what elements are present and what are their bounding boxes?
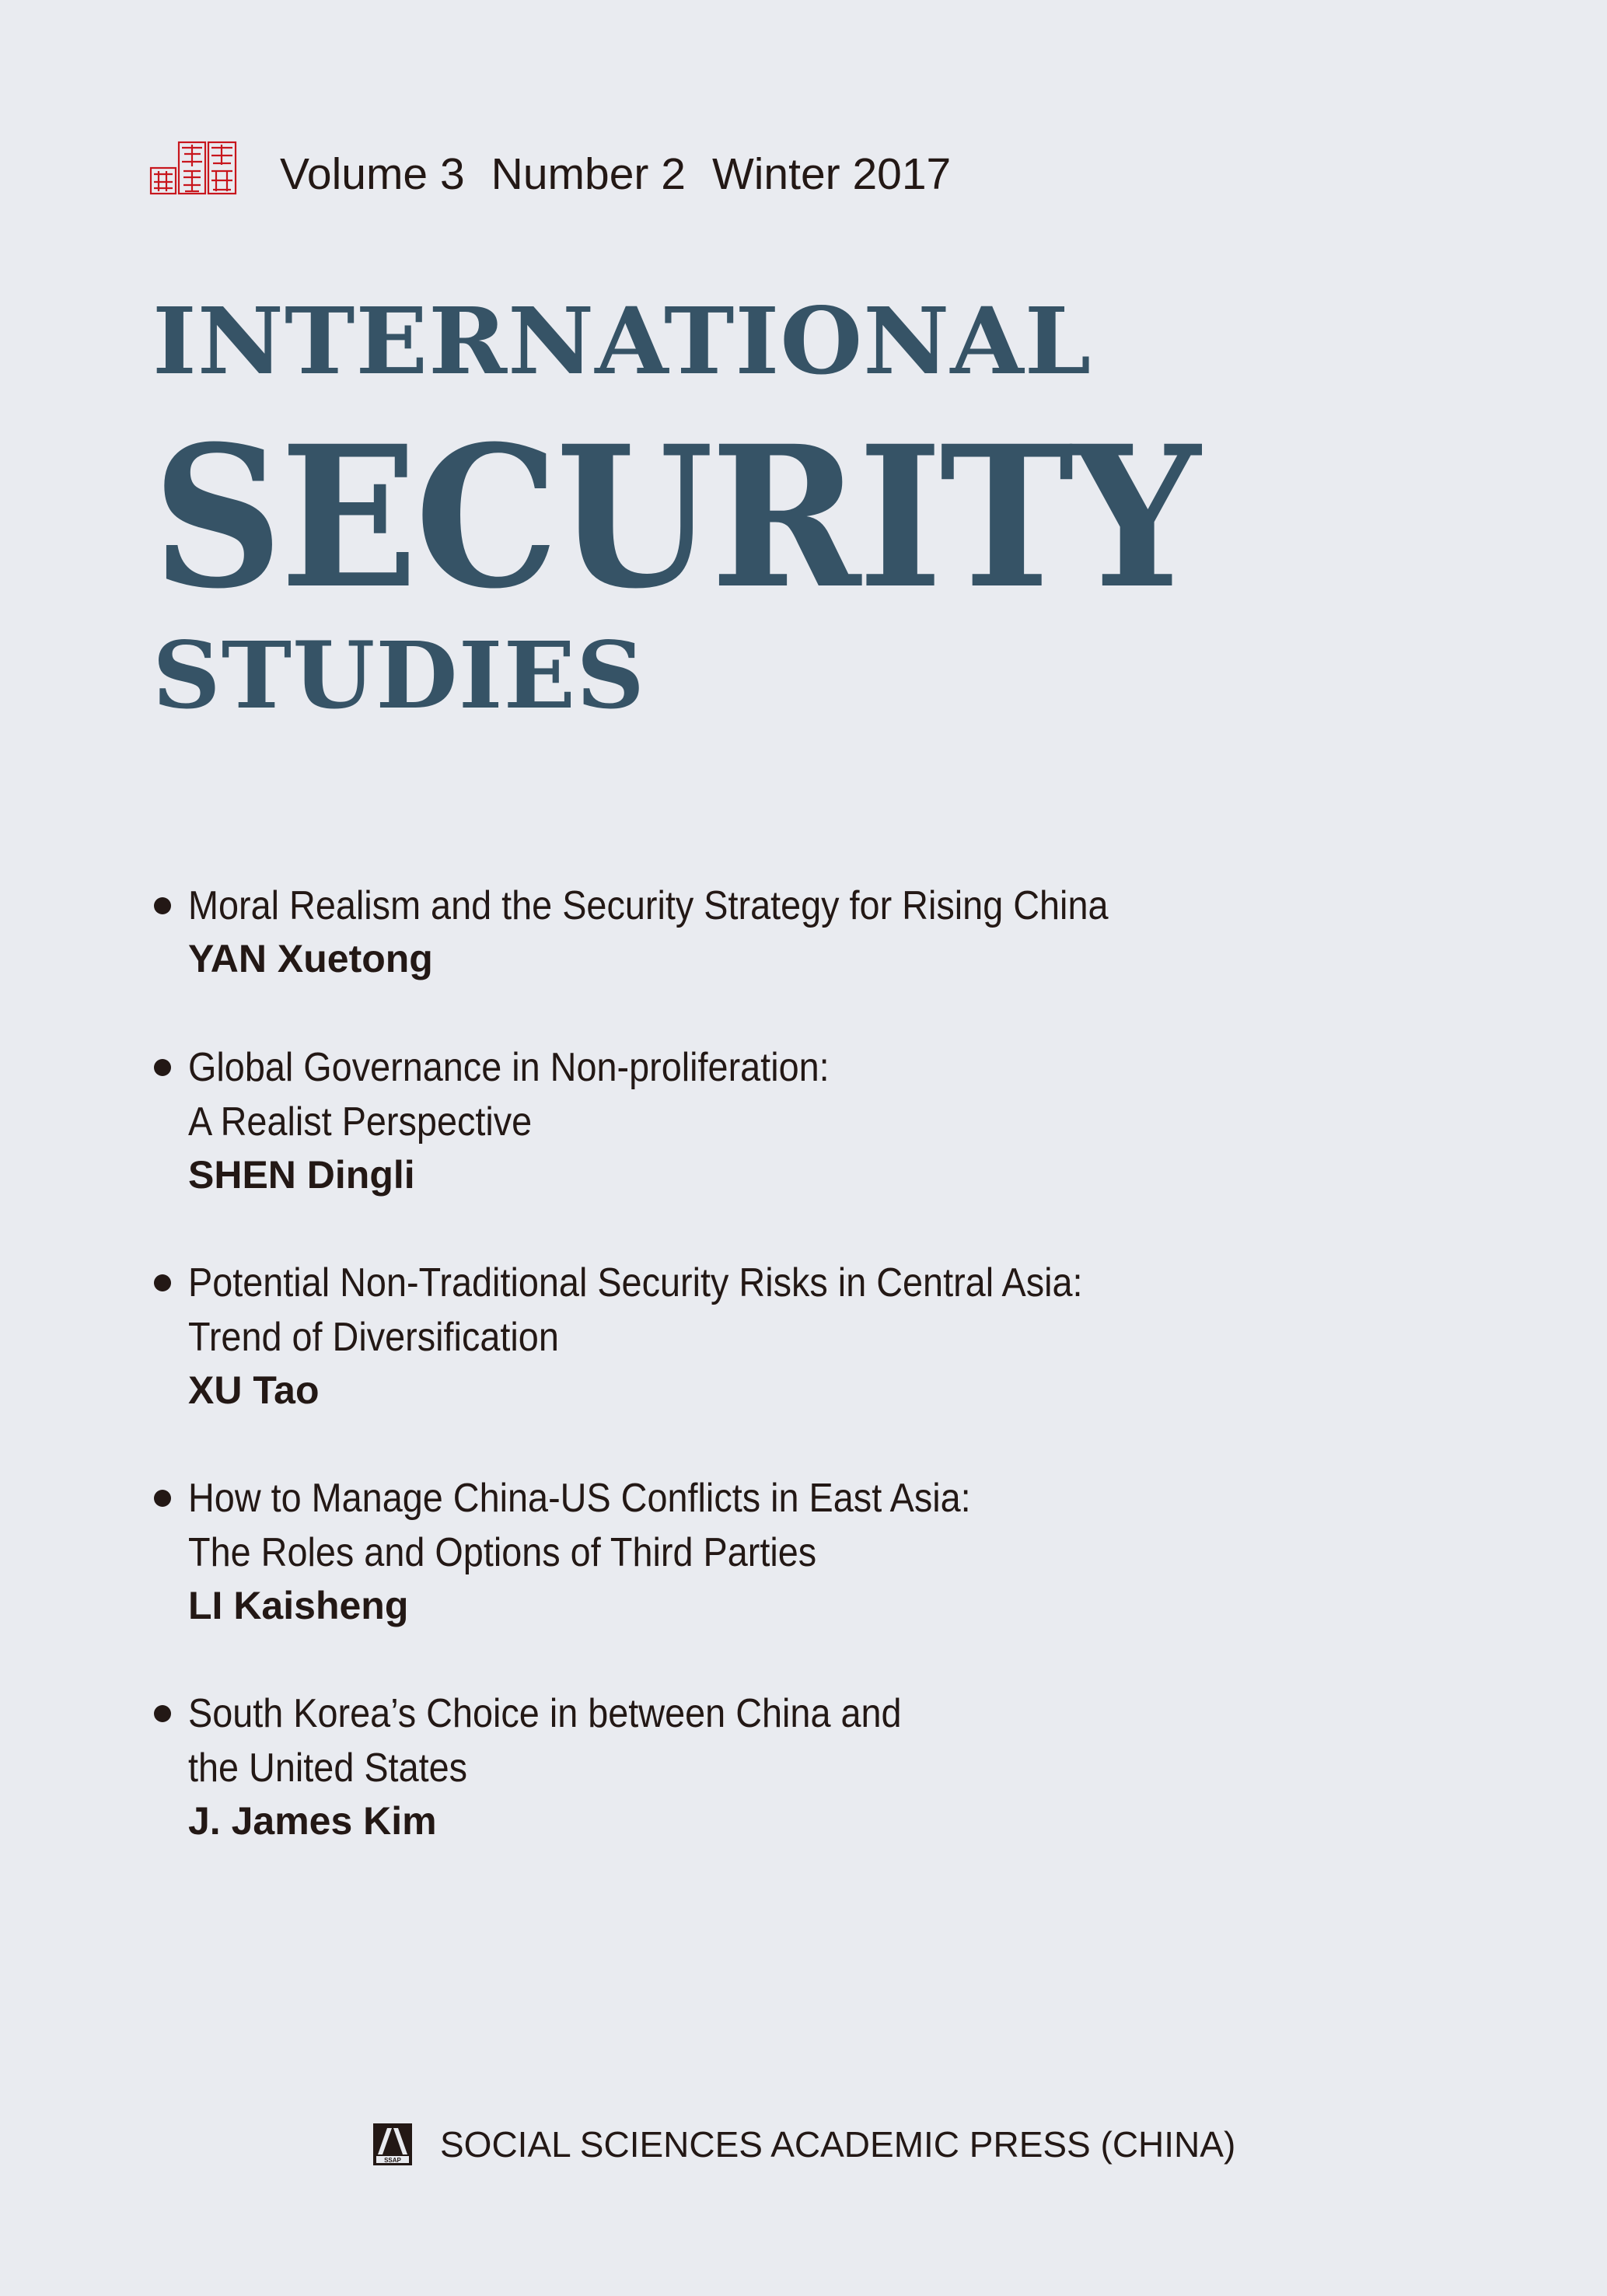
article-item: [152, 1256, 1182, 1416]
journal-title-line-2: SECURITY: [152, 403, 1198, 631]
article-item: [152, 879, 1210, 984]
issue-season: Winter 2017: [711, 149, 952, 199]
bullet-icon: [154, 1705, 171, 1722]
bullet-icon: [154, 1059, 171, 1076]
publisher-name: SOCIAL SCIENCES ACADEMIC PRESS (CHINA): [440, 2124, 1236, 2165]
bullet-icon: [154, 897, 171, 914]
issue-number: Number 2: [491, 149, 686, 199]
ssap-logo-icon: [373, 2123, 412, 2165]
journal-title-line-3: STUDIES: [152, 621, 646, 729]
article-author: LI Kaisheng: [188, 1584, 409, 1627]
seal-text: 國際安全研究: [194, 171, 198, 172]
publisher: [373, 2121, 1235, 2168]
article-title: The Roles and Options of Third Parties: [188, 1530, 817, 1575]
journal-title-line-1: INTERNATIONAL: [152, 287, 1092, 395]
article-title: Moral Realism and the Security Strategy for Rising China: [188, 883, 1109, 928]
bullet-icon: [154, 1274, 171, 1291]
article-author: J. James Kim: [188, 1799, 437, 1843]
article-title: How to Manage China-US Conflicts in East Asia:: [188, 1476, 971, 1521]
article-title: Trend of Diversification: [188, 1315, 559, 1360]
seal-logo-icon: [149, 140, 238, 196]
article-author: YAN Xuetong: [188, 937, 433, 980]
article-item: [152, 1686, 981, 1847]
article-title: Potential Non-Traditional Security Risks in Central Asia:: [188, 1260, 1083, 1305]
article-author: XU Tao: [188, 1368, 320, 1412]
ssap-logo-text: SSAP: [384, 2157, 401, 2164]
issue-line: [280, 146, 951, 202]
article-item: [152, 1471, 1058, 1631]
article-title: the United States: [188, 1746, 468, 1791]
article-title: A Realist Perspective: [188, 1099, 533, 1145]
article-author: SHEN Dingli: [188, 1153, 415, 1197]
bullet-icon: [154, 1490, 171, 1507]
issue-volume: Volume 3: [280, 149, 465, 199]
article-title: South Korea’s Choice in between China and: [188, 1691, 902, 1736]
article-item: [152, 1040, 900, 1200]
article-title: Global Governance in Non-proliferation:: [188, 1045, 830, 1090]
